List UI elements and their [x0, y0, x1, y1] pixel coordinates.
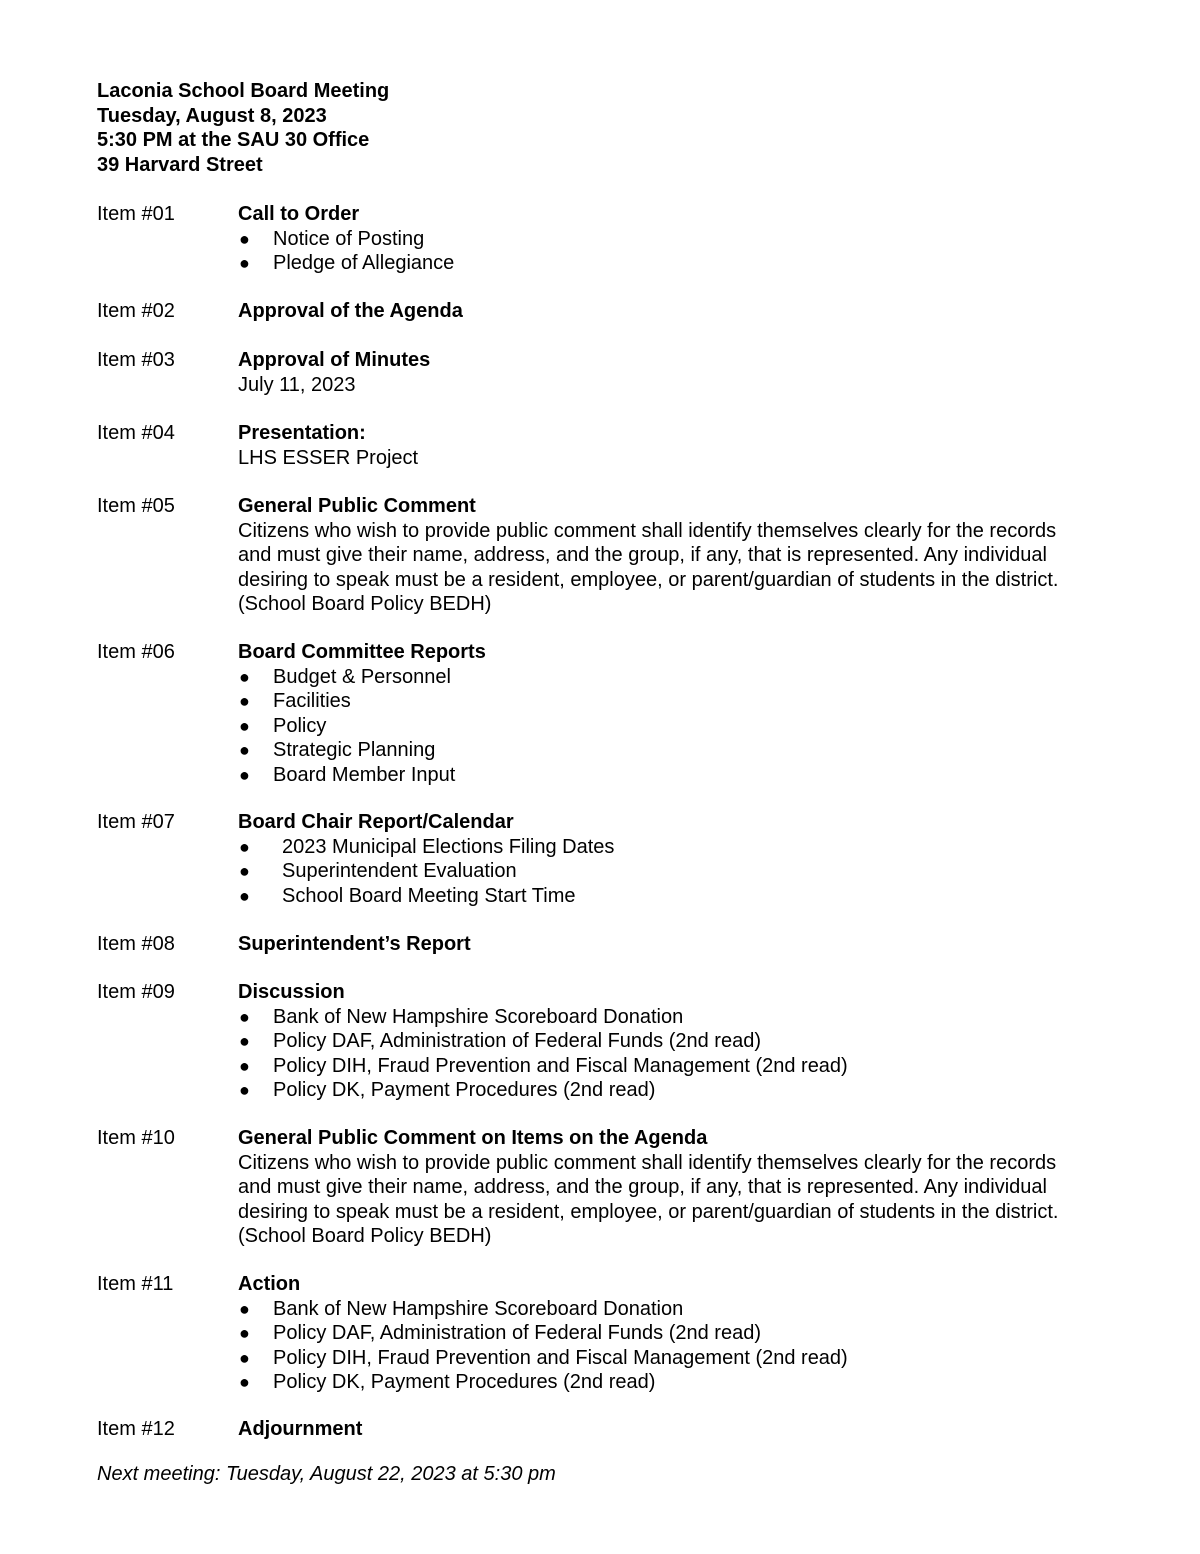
list-item: ● Strategic Planning [239, 739, 436, 761]
item-title: General Public Comment on Items on the Agenda [238, 1127, 708, 1149]
meeting-date: Tuesday, August 8, 2023 [97, 104, 327, 127]
meeting-header [97, 79, 389, 177]
list-item: ● 2023 Municipal Elections Filing Dates [239, 835, 615, 858]
item-title: Discussion [238, 981, 345, 1003]
list-item: ● Policy DIH, Fraud Prevention and Fiscal Management (2nd read) [239, 1054, 848, 1077]
item-number: Item #02 [97, 300, 175, 322]
item-title: Board Chair Report/Calendar [238, 811, 514, 833]
bullet-icon: ● [239, 691, 250, 711]
list-item: ● Bank of New Hampshire Scoreboard Donation [239, 1005, 684, 1028]
bullet-icon: ● [239, 715, 250, 736]
bullet-icon: ● [239, 666, 250, 687]
item-number: Item #10 [97, 1127, 175, 1149]
list-item: ● Superintendent Evaluation [239, 860, 517, 882]
list-item: ● School Board Meeting Start Time [239, 884, 576, 907]
item-bullet-list [238, 227, 1128, 276]
list-item: ● Policy DAF, Administration of Federal Funds (2nd read) [239, 1322, 761, 1344]
item-title: General Public Comment [238, 495, 476, 517]
bullet-icon: ● [239, 1298, 250, 1319]
bullet-icon: ● [239, 861, 250, 881]
bullet-icon: ● [239, 740, 250, 760]
next-meeting-note: Next meeting: Tuesday, August 22, 2023 at 5:30 pm [97, 1463, 556, 1485]
item-number: Item #11 [97, 1273, 174, 1295]
item-title: Superintendent’s Report [238, 933, 471, 955]
list-item: ● Policy DAF, Administration of Federal Funds (2nd read) [239, 1030, 761, 1052]
item-title: Board Committee Reports [238, 641, 486, 663]
list-item: ● Budget & Personnel [239, 665, 451, 688]
bullet-icon: ● [239, 764, 250, 785]
item-paragraph: Citizens who wish to provide public comment shall identify themselves clearly for the records and must give their name, address, and the group, if any, that is represented. Any individual desiring to speak must be a resident, employee, or parent/guardian of students in the district. (School Board Policy BEDH) [238, 1151, 1059, 1247]
item-number: Item #12 [97, 1418, 175, 1440]
item-title: Call to Order [238, 203, 360, 225]
bullet-icon: ● [239, 1080, 250, 1100]
item-number: Item #04 [97, 422, 175, 444]
list-item: ● Notice of Posting [239, 227, 425, 250]
item-number: Item #06 [97, 641, 175, 663]
list-item: ● Policy DK, Payment Procedures (2nd read) [239, 1371, 656, 1393]
item-number: Item #03 [97, 349, 175, 371]
item-bullet-list [238, 835, 1128, 909]
meeting-address: 39 Harvard Street [97, 153, 263, 176]
bullet-icon: ● [239, 228, 250, 249]
bullet-icon: ● [239, 1006, 250, 1027]
item-detail: LHS ESSER Project [238, 446, 419, 469]
item-number: Item #08 [97, 933, 175, 955]
item-title: Approval of Minutes [238, 349, 431, 371]
bullet-icon: ● [239, 1347, 250, 1368]
item-number: Item #01 [97, 203, 175, 225]
item-title: Approval of the Agenda [238, 300, 463, 322]
item-bullet-list [238, 1005, 1128, 1103]
list-item: ● Bank of New Hampshire Scoreboard Donation [239, 1297, 684, 1320]
bullet-icon: ● [239, 1055, 250, 1076]
item-bullet-list [238, 1297, 1128, 1395]
item-number: Item #09 [97, 981, 175, 1003]
item-number: Item #07 [97, 811, 175, 833]
bullet-icon: ● [239, 1372, 250, 1392]
bullet-icon: ● [239, 885, 250, 906]
item-title: Adjournment [238, 1418, 363, 1440]
list-item: ● Facilities [239, 690, 351, 712]
list-item: ● Policy DK, Payment Procedures (2nd read) [239, 1079, 656, 1101]
bullet-icon: ● [239, 1323, 250, 1343]
list-item: ● Pledge of Allegiance [239, 252, 455, 274]
list-item: ● Policy DIH, Fraud Prevention and Fiscal Management (2nd read) [239, 1346, 848, 1369]
item-detail: July 11, 2023 [238, 373, 356, 396]
item-title: Presentation: [238, 422, 366, 444]
bullet-icon: ● [239, 1031, 250, 1051]
item-number: Item #05 [97, 495, 175, 517]
item-bullet-list [238, 665, 1128, 788]
item-title: Action [238, 1273, 301, 1295]
item-paragraph: Citizens who wish to provide public comment shall identify themselves clearly for the records and must give their name, address, and the group, if any, that is represented. Any individual desiring to speak must be a resident, employee, or parent/guardian of students in the district. (School Board Policy BEDH) [238, 519, 1059, 615]
list-item: ● Policy [239, 714, 327, 737]
bullet-icon: ● [239, 253, 250, 273]
list-item: ● Board Member Input [239, 763, 456, 786]
bullet-icon: ● [239, 836, 250, 857]
meeting-time-location: 5:30 PM at the SAU 30 Office [97, 129, 370, 151]
meeting-title: Laconia School Board Meeting [97, 80, 390, 102]
